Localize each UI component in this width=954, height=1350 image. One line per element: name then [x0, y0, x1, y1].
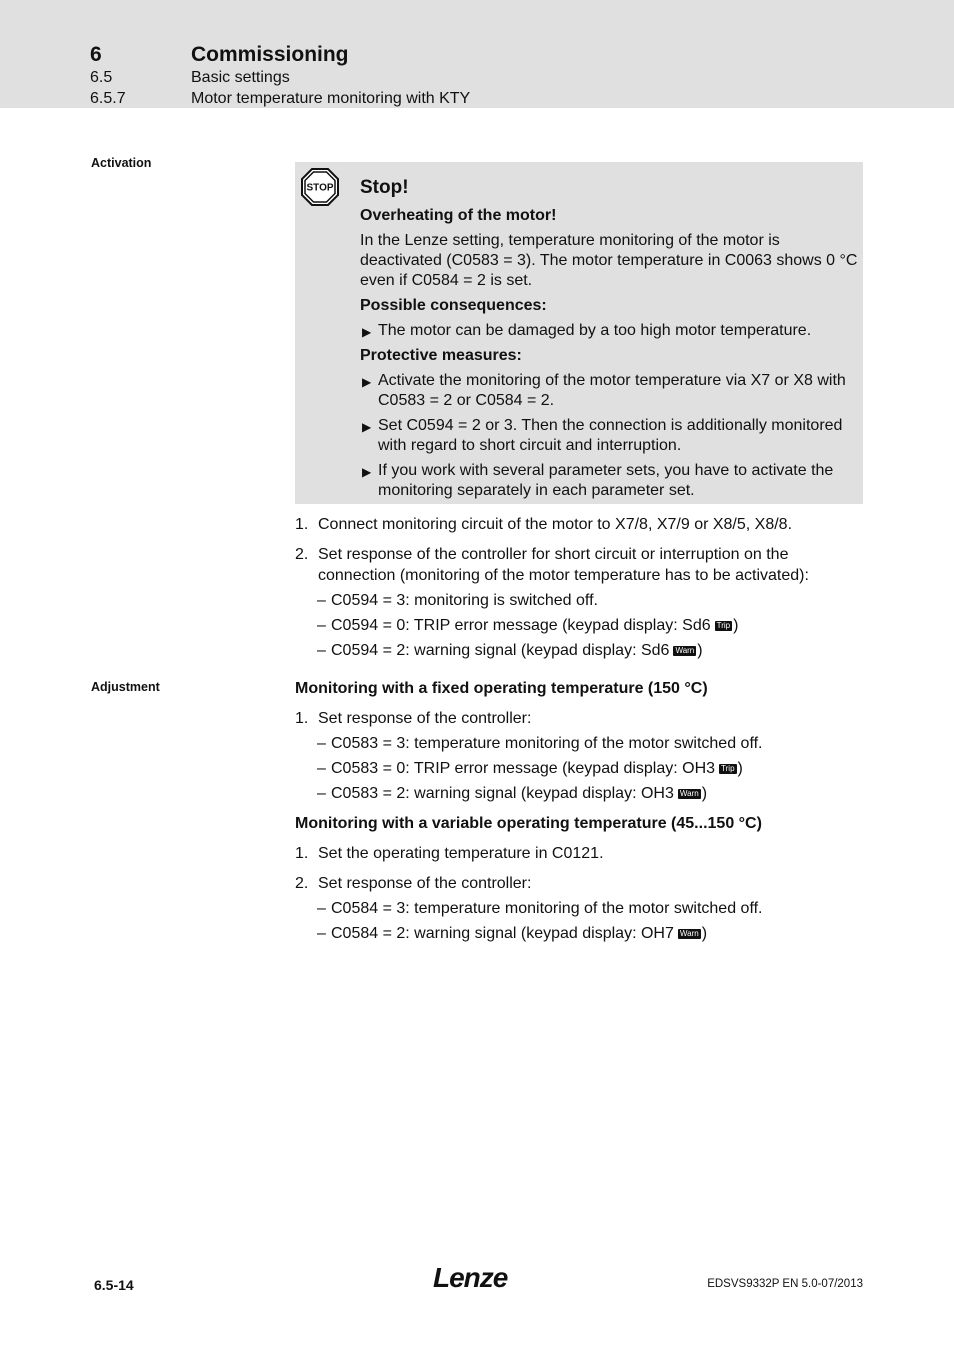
option-text: C0583 = 2: warning signal (keypad display: OH3: [331, 785, 674, 802]
step-text: Set response of the controller:: [318, 875, 532, 892]
stop-sign-icon: [301, 168, 339, 206]
fixed-temp-heading: Monitoring with a fixed operating temperature (150 °C): [295, 680, 708, 697]
measure-text: If you work with several parameter sets, you have to activate the monitoring separately in each parameter set.: [378, 462, 834, 499]
option-item: [295, 733, 863, 754]
option-item: [295, 923, 863, 944]
activation-label: Activation: [91, 156, 152, 170]
stop-warning-box: [295, 162, 863, 504]
trip-badge: Trip: [716, 621, 731, 630]
close-paren: ): [737, 760, 743, 777]
close-paren: ): [701, 925, 708, 942]
chapter-number: 6: [90, 43, 102, 66]
consequence-text: The motor can be damaged by a too high motor temperature.: [378, 322, 812, 339]
option-text: C0583 = 3: temperature monitoring of the motor switched off.: [331, 735, 763, 752]
measure-text: Activate the monitoring of the motor temperature via X7 or X8 with C0583 = 2 or C0584 = 2.: [378, 372, 846, 409]
bullet-arrow-icon: ▶: [362, 465, 372, 479]
bullet-arrow-icon: ▶: [362, 420, 372, 434]
stop-content: [360, 178, 860, 506]
variable-temp-heading: Monitoring with a variable operating temperature (45...150 °C): [295, 815, 762, 832]
measure-text: Set C0594 = 2 or 3. Then the connection is additionally monitored with regard to short circuit and interruption.: [378, 417, 843, 454]
step-text: Set the operating temperature in C0121.: [318, 845, 604, 862]
option-item: [295, 758, 863, 779]
trip-badge: Trip: [721, 764, 735, 773]
step-item: [295, 514, 863, 535]
warn-badge: Warn: [679, 929, 699, 938]
option-item: [295, 783, 863, 804]
lenze-logo: Lenze: [433, 1262, 508, 1293]
measure-item: [360, 371, 860, 411]
adjustment-label: Adjustment: [91, 680, 160, 694]
option-item: [295, 615, 863, 636]
option-item: [295, 590, 863, 611]
chapter-title: Commissioning: [191, 43, 349, 66]
close-paren: ): [701, 785, 708, 802]
step-item: [295, 843, 863, 864]
subsection-title: Motor temperature monitoring with KTY: [191, 90, 471, 107]
measure-item: [360, 461, 860, 501]
consequences-heading: Possible consequences:: [360, 297, 547, 314]
measures-heading: Protective measures:: [360, 347, 522, 364]
dash-mark: –: [317, 900, 326, 917]
dash-mark: –: [317, 592, 326, 609]
section-title: Basic settings: [191, 69, 290, 86]
dash-mark: –: [317, 735, 326, 752]
step-text: Set response of the controller:: [318, 710, 532, 727]
step-number: 1.: [295, 710, 309, 727]
warn-badge: Warn: [679, 789, 699, 798]
option-text: C0594 = 2: warning signal (keypad display: Sd6: [331, 642, 670, 659]
document-reference: EDSVS9332P EN 5.0-07/2013: [707, 1278, 863, 1290]
header-band: [0, 0, 954, 108]
step-number: 1.: [295, 516, 309, 533]
subsection-number: 6.5.7: [90, 90, 126, 107]
step-item: [295, 708, 863, 729]
activation-steps: [295, 514, 863, 661]
warn-badge: Warn: [675, 646, 695, 655]
step-number: 1.: [295, 845, 309, 862]
dash-mark: –: [317, 785, 326, 802]
stop-subtitle: Overheating of the motor!: [360, 207, 557, 224]
step-number: 2.: [295, 875, 309, 892]
step-item: [295, 873, 863, 894]
bullet-arrow-icon: ▶: [362, 375, 372, 389]
step-item: [295, 544, 863, 586]
dash-mark: –: [317, 760, 326, 777]
stop-title: Stop!: [360, 177, 409, 198]
stop-intro: In the Lenze setting, temperature monitoring of the motor is deactivated (C0583 = 3). The motor temperature in C0063 shows 0 °C even if C0584 = 2 is set.: [360, 232, 858, 289]
section-number: 6.5: [90, 69, 113, 86]
stop-sign-text: STOP: [306, 182, 334, 194]
option-text: C0594 = 3: monitoring is switched off.: [331, 592, 598, 609]
bullet-arrow-icon: ▶: [362, 325, 372, 339]
dash-mark: –: [317, 925, 326, 942]
option-item: [295, 898, 863, 919]
step-number: 2.: [295, 546, 309, 563]
close-paren: ): [697, 642, 703, 659]
page-number: 6.5-14: [94, 1277, 134, 1293]
option-item: [295, 640, 863, 661]
dash-mark: –: [317, 642, 326, 659]
consequence-item: [360, 321, 860, 341]
adjustment-section: [295, 678, 863, 944]
option-text: C0583 = 0: TRIP error message (keypad display: OH3: [331, 760, 716, 777]
step-text: Connect monitoring circuit of the motor to X7/8, X7/9 or X8/5, X8/8.: [318, 516, 793, 533]
close-paren: ): [733, 617, 739, 634]
option-text: C0584 = 2: warning signal (keypad display: OH7: [331, 925, 674, 942]
option-text: C0584 = 3: temperature monitoring of the motor switched off.: [331, 900, 763, 917]
measure-item: [360, 416, 860, 456]
option-text: C0594 = 0: TRIP error message (keypad display: Sd6: [331, 617, 711, 634]
step-text: Set response of the controller for short circuit or interruption on the connection (monitoring of the motor temperature has to be activated):: [318, 546, 809, 584]
dash-mark: –: [317, 617, 326, 634]
